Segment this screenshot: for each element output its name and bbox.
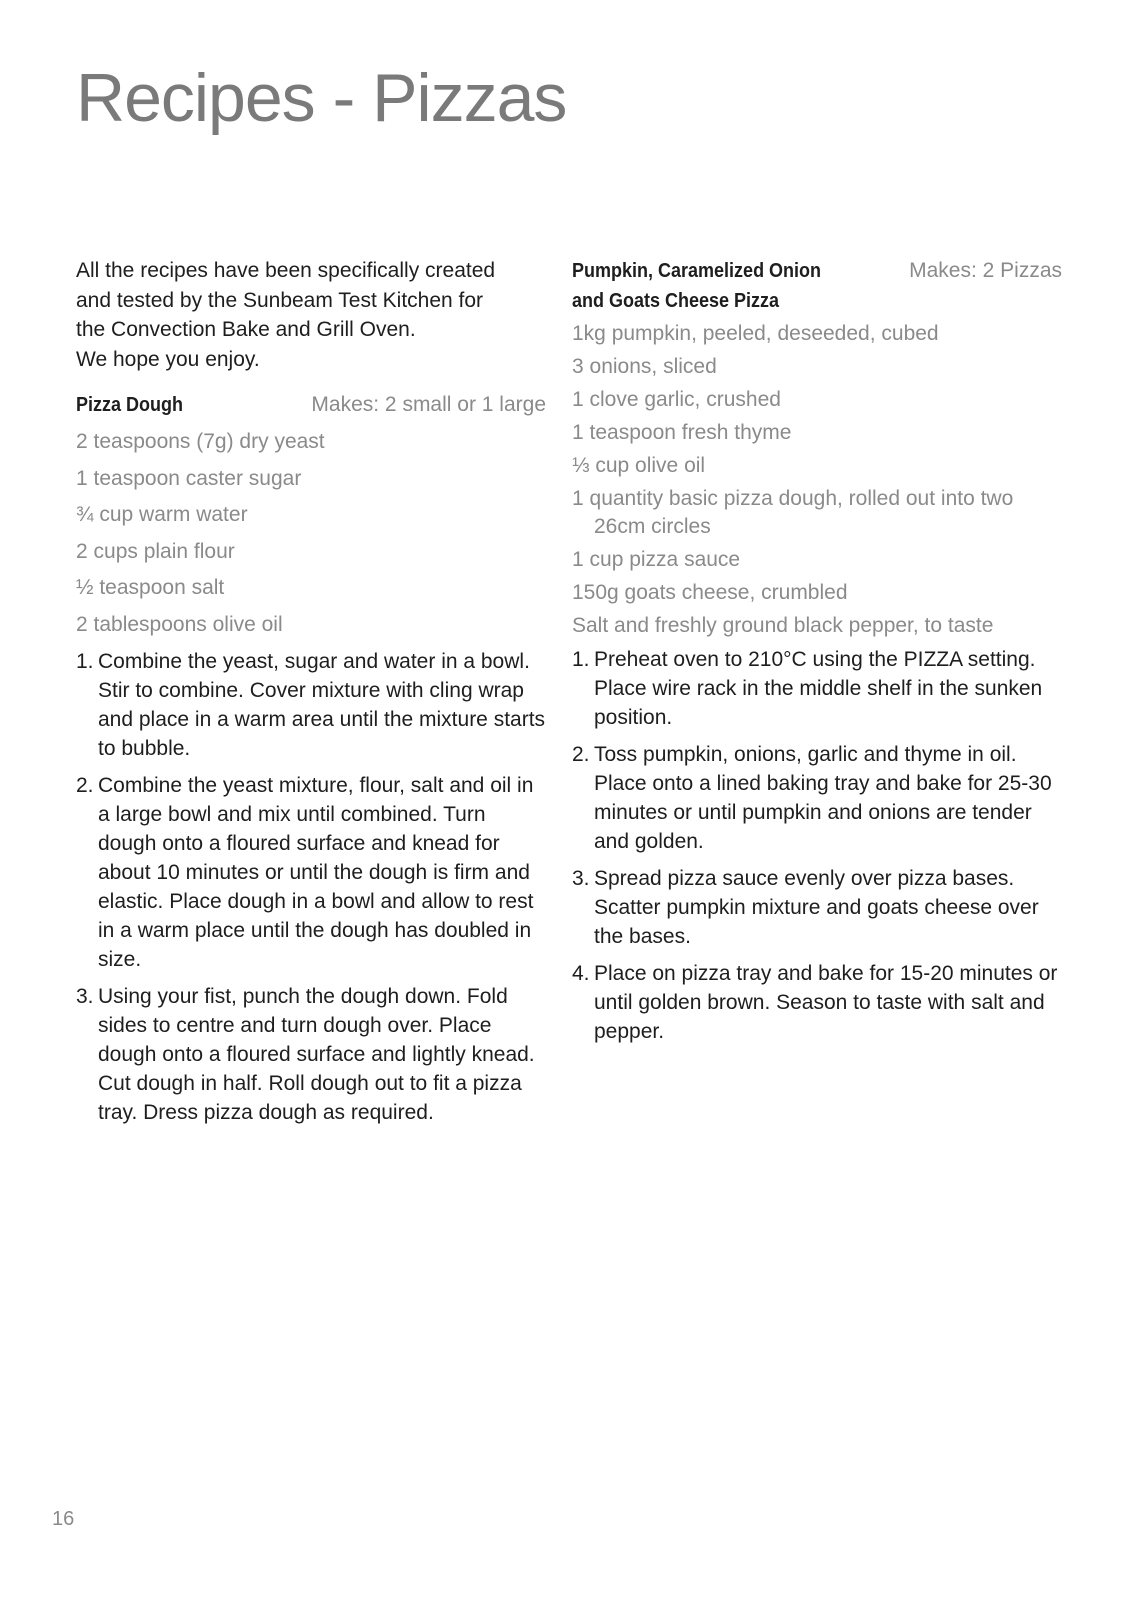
- recipe-title-pizza-dough: Pizza Dough: [76, 394, 184, 416]
- method-step: [76, 982, 546, 1127]
- ingredient-item: 1 teaspoon fresh thyme: [572, 421, 792, 444]
- page-number: 16: [52, 1508, 75, 1530]
- method-step: [76, 771, 546, 974]
- pizza-dough-ingredients: [76, 424, 546, 643]
- intro-line: We hope you enjoy.: [76, 347, 260, 371]
- step-number: 3.: [76, 985, 94, 1008]
- pumpkin-pizza-method: [572, 645, 1062, 1046]
- step-text: Toss pumpkin, onions, garlic and thyme in oil. Place onto a lined baking tray and bake for 25-30 minutes or until pumpkin and onions are tender and golden.: [594, 743, 1052, 853]
- recipe-yield-pizza-dough: Makes: 2 small or 1 large: [311, 393, 546, 416]
- ingredient-item: ⅓ cup olive oil: [572, 454, 706, 477]
- intro-line: the Convection Bake and Grill Oven.: [76, 318, 416, 341]
- ingredient-item: 150g goats cheese, crumbled: [572, 581, 848, 604]
- pumpkin-pizza-ingredients: [572, 320, 1062, 640]
- ingredient-item: 1 cup pizza sauce: [572, 548, 741, 571]
- step-text: Using your fist, punch the dough down. Fold sides to centre and turn dough over. Place dough onto a floured surface and lightly knead. Cut dough in half. Roll dough out to fit a pizza tray. Dress pizza dough as required.: [98, 985, 535, 1124]
- ingredient-item: 2 cups plain flour: [76, 539, 235, 563]
- step-number: 3.: [572, 867, 590, 890]
- recipe-title-line: Pumpkin, Caramelized Onion: [572, 260, 822, 282]
- step-text: Place on pizza tray and bake for 15-20 minutes or until golden brown. Season to taste with salt and pepper.: [594, 962, 1058, 1043]
- pizza-dough-header: [76, 390, 546, 420]
- intro-line: All the recipes have been specifically created: [76, 259, 496, 282]
- step-text: Preheat oven to 210°C using the PIZZA setting. Place wire rack in the middle shelf in the sunken position.: [594, 648, 1043, 729]
- ingredient-item: 3 onions, sliced: [572, 355, 717, 378]
- ingredient-item: 1 clove garlic, crushed: [572, 388, 781, 411]
- method-step: [572, 959, 1062, 1046]
- pumpkin-pizza-header: [572, 256, 1062, 316]
- pizza-dough-method: [76, 647, 546, 1127]
- recipe-yield-pumpkin-pizza: Makes: 2 Pizzas: [909, 259, 1062, 282]
- ingredient-item: ½ teaspoon salt: [76, 576, 225, 599]
- intro-line: and tested by the Sunbeam Test Kitchen for: [76, 288, 484, 312]
- method-step: [76, 647, 546, 763]
- method-step: [572, 645, 1062, 732]
- recipe-title-pumpkin-pizza: [572, 256, 821, 316]
- ingredient-item: Salt and freshly ground black pepper, to taste: [572, 614, 994, 637]
- ingredient-item: 1 quantity basic pizza dough, rolled out into two 26cm circles: [572, 487, 1014, 538]
- step-number: 2.: [76, 774, 94, 797]
- step-text: Combine the yeast mixture, flour, salt and oil in a large bowl and mix until combined. Turn dough onto a floured surface and knead for about 10 minutes or until the dough is firm and elastic. Place dough in a bowl and allow to rest in a warm place until the dough has doubled in size.: [98, 774, 534, 971]
- ingredient-item: 2 tablespoons olive oil: [76, 612, 283, 636]
- ingredient-item: 1 teaspoon caster sugar: [76, 466, 302, 490]
- ingredient-item: 2 teaspoons (7g) dry yeast: [76, 430, 325, 453]
- ingredient-item: ¾ cup warm water: [76, 503, 248, 526]
- step-number: 2.: [572, 743, 590, 766]
- step-text: Combine the yeast, sugar and water in a bowl. Stir to combine. Cover mixture with cling wrap and place in a warm area until the mixture starts to bubble.: [98, 650, 546, 760]
- left-column: [76, 256, 546, 1135]
- ingredient-item: 1kg pumpkin, peeled, deseeded, cubed: [572, 322, 939, 345]
- intro-paragraph: [76, 256, 546, 374]
- step-number: 1.: [76, 650, 94, 673]
- right-column: [572, 256, 1062, 1054]
- recipe-title-line: and Goats Cheese Pizza: [572, 290, 780, 312]
- method-step: [572, 864, 1062, 951]
- step-number: 4.: [572, 962, 590, 985]
- step-number: 1.: [572, 648, 590, 671]
- page-title: Recipes - Pizzas: [76, 60, 567, 136]
- step-text: Spread pizza sauce evenly over pizza bases. Scatter pumpkin mixture and goats cheese over the bases.: [594, 867, 1039, 948]
- method-step: [572, 740, 1062, 856]
